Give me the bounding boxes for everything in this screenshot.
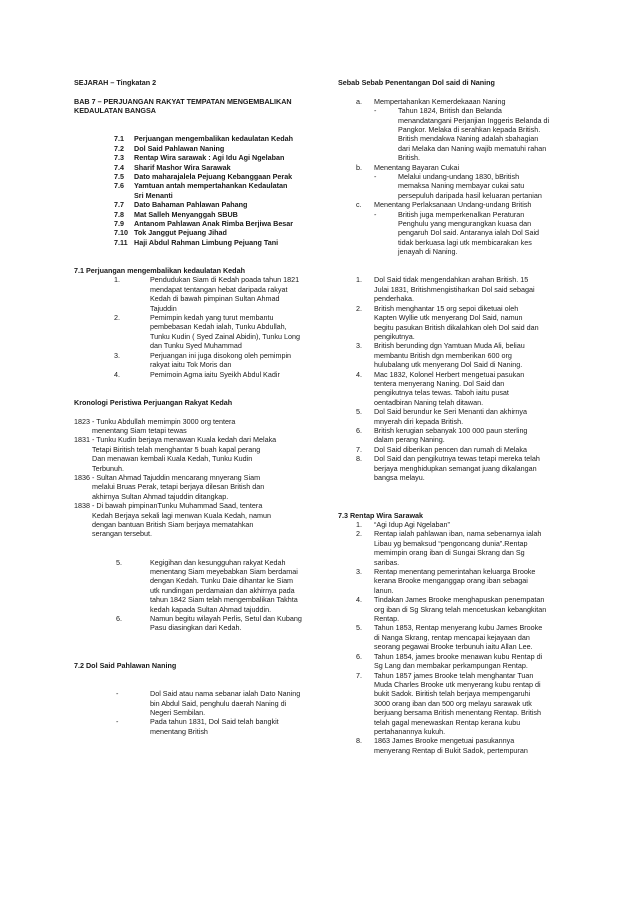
spacer	[338, 482, 570, 491]
chronology-lead: 1838 - Di bawah pimpinanTunku Muhammad Saad, tentera	[74, 501, 263, 511]
dolsaid-item	[338, 304, 570, 342]
dolsaid-item-line: bangsa melayu.	[374, 473, 425, 483]
dolsaid-item-line: begitu pasukan British dikalahkan oleh Dol said dan	[374, 322, 539, 332]
s72-item	[74, 689, 306, 717]
chronology-entry	[74, 473, 306, 501]
spacer	[74, 642, 306, 651]
toc-item	[74, 228, 306, 237]
reason-sub-line: Penghulu yang mengurangkan kuasa dan	[398, 219, 532, 229]
toc-item-number: 7.6	[114, 181, 124, 191]
rentap-item-number: 1.	[356, 520, 362, 529]
dolsaid-item-number: 7.	[356, 444, 362, 454]
rentap-item-number: 4.	[356, 595, 362, 605]
rentap-item	[338, 652, 570, 671]
dolsaid-item-line: mnyerah diri kepada British.	[374, 416, 464, 426]
dolsaid-item-line: membantu British dgn memberikan 600 org	[374, 350, 512, 360]
dolsaid-item-line: tentera menyerang Naning. Dol Said dan	[374, 378, 505, 388]
reason-sub-line: British mendakwa Naning adalah sbahagian	[398, 134, 539, 144]
toc-item-line: Rentap Wira sarawak : Agi Idu Agi Ngelaban	[134, 153, 285, 163]
reason-sub-text	[398, 210, 570, 257]
dolsaid-item-number: 8.	[356, 454, 362, 464]
rentap-item	[338, 595, 570, 623]
s72-item-text	[150, 689, 306, 717]
s72-item-text	[150, 717, 306, 736]
toc-item-text	[134, 200, 306, 209]
reason-sub-line: tidak berkuasa lagi utk membicarakan kes	[398, 237, 532, 247]
chronology-item	[74, 558, 306, 614]
toc-item	[74, 181, 306, 200]
reason-body	[374, 200, 570, 256]
toc-item-number: 7.11	[114, 237, 128, 247]
reason-sub-line: British juga memperkenalkan Peraturan	[398, 209, 525, 219]
s71-item-line: mendapat tentangan hebat daripada rakyat	[150, 284, 288, 294]
toc-item-number: 7.7	[114, 200, 124, 210]
reason-heading: Menentang Bayaran Cukai	[374, 162, 460, 172]
spacer	[338, 266, 570, 275]
toc-item-line: Perjuangan mengembalikan kedaulatan Kedah	[134, 134, 293, 144]
rentap-item	[338, 520, 570, 529]
dolsaid-item	[338, 407, 570, 426]
toc-item	[74, 134, 306, 143]
toc-item-number: 7.10	[114, 228, 128, 238]
dolsaid-item-text	[374, 341, 570, 369]
reason-sub-line: Melalui undang-undang 1830, bBritish	[398, 172, 520, 182]
dolsaid-item-line: dalam perang Naning.	[374, 435, 445, 445]
spacer	[74, 407, 306, 416]
toc-item-line: Mat Salleh Menyanggah SBUB	[134, 209, 238, 219]
rentap-item	[338, 671, 570, 737]
spacer	[74, 247, 306, 256]
chronology-title: Kronologi Peristiwa Perjuangan Rakyat Kedah	[74, 397, 233, 407]
rentap-item-line: telah gagal menewaskan Rentap kerana kubu	[374, 717, 521, 727]
dolsaid-item	[338, 445, 570, 454]
toc-item-text	[134, 181, 306, 200]
spacer	[74, 680, 306, 689]
toc-item-number: 7.8	[114, 209, 124, 219]
chronology-item	[74, 614, 306, 633]
rentap-item-line: di Nanga Skrang, rentap mencapai kejayaan dan	[374, 632, 530, 642]
rentap-item-line: Sg Lang dan membakar perkampungan Rentap.	[374, 661, 528, 671]
reason-dash: -	[374, 172, 377, 182]
dolsaid-item-text	[374, 370, 570, 408]
chronology-item-line: kedah kapada Sultan Ahmad tajuddin.	[150, 604, 272, 614]
spacer	[74, 257, 306, 266]
toc-item-text	[134, 134, 306, 143]
spacer	[74, 633, 306, 642]
reason-sub-line: British.	[398, 153, 420, 163]
spacer	[338, 501, 570, 510]
rentap-item-text	[374, 567, 570, 595]
toc-item-text	[134, 238, 306, 247]
toc-item	[74, 210, 306, 219]
toc-item-text	[134, 172, 306, 181]
toc-item-text	[134, 153, 306, 162]
dolsaid-item-number: 4.	[356, 369, 362, 379]
dolsaid-item-line: British kerugian sebanyak 100 000 paun sterling	[374, 425, 528, 435]
dolsaid-item-line: pengikutnya telas tewas. Taboh iaitu pusat	[374, 388, 509, 398]
chronology-line: serangan tersebut.	[92, 529, 152, 539]
reason-sub-line: jenayah di Naning.	[398, 247, 458, 257]
s72-item-line: bin Abdul Said, penghulu daerah Naning di	[150, 698, 287, 708]
dolsaid-item-line: British menghantar 15 org sepoi diketuai oleh	[374, 303, 519, 313]
toc-item	[74, 144, 306, 153]
dolsaid-item-line: Julai 1831, Britishmengistiharkan Dol said sebagai	[374, 284, 535, 294]
s71-item-line: Pendudukan Siam di Kedah poada tahun 1821	[150, 275, 300, 285]
chronology-item-line: menentang Siam meyebabkan Siam berdamai	[150, 566, 298, 576]
reason-sub-text	[398, 106, 570, 162]
rentap-item-line: menyerang Rentap di Bukit Sadok, pertempuran	[374, 745, 528, 755]
dolsaid-item-text	[374, 454, 570, 482]
dolsaid-item-line: Dol Said dan pengikutnya tewas tetapi mereka telah	[374, 454, 540, 464]
dolsaid-item-line: Dol Said tidak mengendahkan arahan British. 15	[374, 275, 529, 285]
reason-sub	[374, 106, 570, 162]
rentap-item	[338, 567, 570, 595]
s71-item-number: 3.	[114, 350, 120, 360]
rentap-item-line: seorang pegawai Brooke terbunuh iaitu Allan Lee.	[374, 642, 533, 652]
spacer	[338, 257, 570, 266]
s71-item-number: 2.	[114, 313, 120, 323]
reason-item	[338, 97, 570, 163]
rentap-item	[338, 529, 570, 567]
rentap-item-line: Rentap.	[374, 614, 400, 624]
rentap-item-line: Rentap ialah pahlawan iban, nama sebenarnya ialah	[374, 529, 542, 539]
section-title: 7.3 Rentap Wira Sarawak	[338, 510, 424, 520]
toc-item-number: 7.2	[114, 143, 124, 153]
section-title: 7.2 Dol Said Pahlawan Naning	[74, 660, 177, 670]
toc-item-number: 7.5	[114, 172, 124, 182]
chronology-line: Tetapi Biritish telah menghantar 5 buah kapal perang	[92, 444, 261, 454]
reason-sub	[374, 210, 570, 257]
toc-item-line: Dato Bahaman Pahlawan Pahang	[134, 200, 248, 210]
toc-item	[74, 219, 306, 228]
s71-item	[74, 370, 306, 379]
rentap-item-line: Tahun 1854, james brooke menawan kubu Rentap di	[374, 651, 543, 661]
reason-body	[374, 97, 570, 163]
reason-sub-line: persepuluh daripada hasil keluaran pertanian	[398, 190, 542, 200]
rentap-item-line: 3000 orang iban dan 500 org melayu sarawak utk	[374, 698, 532, 708]
s71-item-line: Tunku Kudin ( Syed Zainal Abidin), Tunku Long	[150, 331, 300, 341]
dolsaid-item-text	[374, 275, 570, 303]
s71-item-line: Tajuddin	[150, 303, 177, 313]
reason-letter: a.	[356, 96, 362, 106]
rentap-item-line: berjuang bersama British menentang Rentap. British	[374, 708, 542, 718]
rentap-item-line: saribas.	[374, 557, 400, 567]
chapter-title: BAB 7 – PERJUANGAN RAKYAT TEMPATAN MENGEMBALIKAN	[74, 96, 292, 106]
rentap-item-text	[374, 671, 570, 737]
chronology-item-line: utk rundingan perdamaian dan akhirnya pada	[150, 585, 295, 595]
dolsaid-item-number: 5.	[356, 407, 362, 417]
rentap-item-text	[374, 520, 570, 529]
rentap-item-text	[374, 736, 570, 755]
toc-item	[74, 153, 306, 162]
toc-item-number: 7.3	[114, 153, 124, 163]
dolsaid-item-text	[374, 426, 570, 445]
reason-sub-line: memaksa Naning membayar cukai satu	[398, 181, 525, 191]
s71-item-line: Perjuangan ini juga disokong oleh pemimpin	[150, 350, 292, 360]
s71-item-line: pembebasan Kedah ialah, Tunku Abdullah,	[150, 322, 287, 332]
s72-item-line: Dol Said atau nama sebanar ialah Dato Naning	[150, 689, 301, 699]
toc-item-line: Tok Janggut Pejuang Jihad	[134, 228, 227, 238]
rentap-item-number: 8.	[356, 736, 362, 746]
reason-sub-line: Pangkor. Melaka di serahkan kepada British.	[398, 125, 541, 135]
dolsaid-item-line: penderhaka.	[374, 294, 414, 304]
chronology-item-number: 5.	[116, 557, 122, 567]
chronology-entry	[74, 501, 306, 539]
spacer	[74, 379, 306, 388]
chronology-line: Dan menawan kembali Kuala Kedah, Tunku Kudin	[92, 454, 253, 464]
toc-item-line: Haji Abdul Rahman Limbung Pejuang Tani	[134, 237, 279, 247]
chronology-lead: 1823 - Tunku Abdullah memimpin 3000 org tentera	[74, 416, 236, 426]
spacer	[338, 87, 570, 96]
rentap-item-line: Tindakan James Brooke menghapuskan penempatan	[374, 595, 545, 605]
reason-sub-line: dari Melaka dan Naning wajib mematuhi rahan	[398, 143, 547, 153]
dolsaid-item-number: 1.	[356, 275, 362, 285]
reason-letter: b.	[356, 162, 362, 172]
chronology-entry	[74, 435, 306, 473]
section-title: 7.1 Perjuangan mengembalikan kedaulatan Kedah	[74, 266, 245, 276]
rentap-item-text	[374, 595, 570, 623]
rentap-item-text	[374, 529, 570, 567]
toc-item-line: Yamtuan antah mempertahankan Kedaulatan	[134, 181, 288, 191]
chronology-item-line: dengan Kedah. Tunku Daie dihantar ke Siam	[150, 576, 294, 586]
s71-item-line: Pemimpin kedah yang turut membantu	[150, 313, 274, 323]
dolsaid-item-number: 6.	[356, 425, 362, 435]
rentap-item-line: memimpin orang iban di Sungai Skrang dan Sg	[374, 548, 525, 558]
spacer	[74, 388, 306, 397]
s72-item-number: -	[116, 689, 119, 699]
rentap-item-number: 2.	[356, 529, 362, 539]
chapter-title: KEDAULATAN BANGSA	[74, 106, 156, 116]
dolsaid-item-line: pengikutnya.	[374, 331, 415, 341]
rentap-item-line: bukit Sadok. Biritish telah berjaya mempengaruhi	[374, 689, 531, 699]
s71-item-text	[150, 351, 306, 370]
chronology-line: akhirnya Sultan Ahmad tajuddin ditangkap.	[92, 491, 229, 501]
toc-item-line: Sharif Mashor Wira Sarawak	[134, 162, 231, 172]
chronology-item-line: Namun begitu wilayah Perlis, Setul dan Kubang	[150, 614, 302, 623]
rentap-item-number: 5.	[356, 623, 362, 633]
rentap-item-text	[374, 652, 570, 671]
rentap-item-line: lanun.	[374, 585, 394, 595]
left-column	[74, 78, 306, 736]
toc-item-number: 7.4	[114, 162, 124, 172]
rentap-item-line: Tahun 1853, Rentap menyerang kubu James Brooke	[374, 623, 543, 633]
toc-item-text	[134, 219, 306, 228]
rentap-item-number: 7.	[356, 670, 362, 680]
dolsaid-item-line: Mac 1832, Kolonel Herbert mengetuai pasukan	[374, 369, 525, 379]
reason-item	[338, 163, 570, 201]
rentap-item-line: pertahanannya kukuh.	[374, 726, 446, 736]
reason-letter: c.	[356, 200, 362, 210]
chronology-line: Terbunuh.	[92, 463, 124, 473]
s72-item	[74, 717, 306, 736]
toc-item-number: 7.1	[114, 134, 124, 144]
reason-heading: Mempertahankan Kemerdekaaan Naning	[374, 96, 506, 106]
spacer	[74, 539, 306, 548]
rentap-item-line: Libau yg bemaksud “pengoncang dunia”.Rentap	[374, 538, 528, 548]
toc-item-text	[134, 228, 306, 237]
reason-sub	[374, 172, 570, 200]
reason-body	[374, 163, 570, 201]
s71-item-line: Kedah di bawah pimpinan Sultan Ahmad	[150, 294, 280, 304]
chronology-item-line: tahun 1842 Siam telah mengembalikan Takhta	[150, 595, 298, 605]
reasons-title: Sebab Sebab Penentangan Dol said di Naning	[338, 78, 495, 87]
reason-sub-line: menandatangani Perjanjian Inggeris Belanda di	[398, 115, 550, 125]
rentap-item-line: kerana Brooke menganggap orang iban sebagai	[374, 576, 528, 586]
dolsaid-item	[338, 454, 570, 482]
chronology-entry	[74, 417, 306, 436]
s71-item	[74, 313, 306, 351]
s71-item	[74, 351, 306, 370]
right-column	[338, 78, 570, 755]
s71-item-number: 1.	[114, 275, 120, 285]
toc-item-number: 7.9	[114, 219, 124, 229]
toc-item-line: Dato maharajalela Pejuang Kebanggaan Perak	[134, 172, 293, 182]
spacer	[74, 670, 306, 679]
toc-item-text	[134, 144, 306, 153]
toc-item	[74, 200, 306, 209]
s71-item-text	[150, 313, 306, 351]
dolsaid-item-line: British berunding dgn Yamtuan Muda Ali, beliau	[374, 341, 525, 351]
chronology-item-text	[150, 558, 306, 614]
rentap-item-line: org iban di Sg Skrang telah mencetuskan kebangkitan	[374, 604, 547, 614]
chronology-line: Kedah Berjaya sekali lagi menwan Kuala Kedah, namun	[92, 510, 272, 520]
s71-item-line: rakyat iaitu Tok Moris dan	[150, 360, 232, 370]
dolsaid-item-text	[374, 407, 570, 426]
rentap-item	[338, 623, 570, 651]
dolsaid-item	[338, 275, 570, 303]
s71-item-text	[150, 275, 306, 313]
rentap-item-line: Tahun 1857 james Brooke telah menghantar Tuan	[374, 670, 534, 680]
dolsaid-item	[338, 341, 570, 369]
rentap-item-line: Muda Charles Brooke utk menyerang kubu rentap di	[374, 679, 541, 689]
chronology-item-line: Kegigihan dan kesungguhan rakyat Kedah	[150, 557, 286, 567]
s71-item-line: Pemimoin Agma iaitu Syeikh Abdul Kadir	[150, 369, 280, 379]
dolsaid-item-line: berjaya menghidupkan semangat juang dikalangan	[374, 463, 537, 473]
chronology-lead: 1836 - Sultan Ahmad Tajuddin mencarang mnyerang Siam	[74, 472, 261, 482]
spacer	[74, 125, 306, 134]
s72-item-line: Pada tahun 1831, Dol Said telah bangkit	[150, 717, 279, 727]
dolsaid-item	[338, 370, 570, 408]
dolsaid-item-text	[374, 445, 570, 454]
reason-sub-line: pengaruh Dol said. Antaranya ialah Dol Said	[398, 228, 540, 238]
reason-dash: -	[374, 106, 377, 116]
spacer	[338, 492, 570, 501]
spacer	[74, 87, 306, 96]
rentap-item	[338, 736, 570, 755]
toc-item-line: Dol Said Pahlawan Naning	[134, 143, 225, 153]
toc-item	[74, 238, 306, 247]
s72-item-line: menentang British	[150, 726, 208, 736]
s71-item-text	[150, 370, 306, 379]
s72-item-number: -	[116, 717, 119, 727]
chronology-lead: 1831 - Tunku Kudin berjaya menawan Kuala kedah dari Melaka	[74, 435, 277, 445]
rentap-item-line: Rentap menentang pemerintahan keluarga Brooke	[374, 567, 536, 577]
reason-dash: -	[374, 209, 377, 219]
toc-item-text	[134, 210, 306, 219]
chronology-line: dengan bantuan British Siam berjaya mematahkan	[92, 519, 254, 529]
dolsaid-item-line: oentadbiran Naning telah ditawan.	[374, 397, 484, 407]
s71-item-number: 4.	[114, 369, 120, 379]
reason-sub-line: Tahun 1824, British dan Belanda	[398, 106, 502, 116]
toc-item-text	[134, 163, 306, 172]
toc-item	[74, 172, 306, 181]
chronology-item-text	[150, 614, 306, 633]
chronology-line: melalui Bruas Perak, tetapi berjaya dilesan British dan	[92, 482, 265, 492]
s71-item-line: dan Tunku Syed Muhammad	[150, 341, 242, 351]
dolsaid-item-line: Kapten Wyllie utk menyerang Dol Said, namun	[374, 313, 523, 323]
spacer	[74, 652, 306, 661]
rentap-item-number: 3.	[356, 567, 362, 577]
toc-item	[74, 163, 306, 172]
toc-item-line: Sri Menanti	[134, 190, 173, 200]
rentap-item-line: 1863 James Brooke mengetuai pasukannya	[374, 736, 515, 746]
rentap-item-line: “Agi Idup Agi Ngelaban”	[374, 520, 450, 529]
s71-item	[74, 275, 306, 313]
reason-sub-text	[398, 172, 570, 200]
chronology-line: menentang Siam tetapi tewas	[92, 425, 187, 435]
spacer	[74, 548, 306, 557]
toc-item-line: Antanom Pahlawan Anak Rimba Berjiwa Besar	[134, 219, 294, 229]
chronology-item-number: 6.	[116, 614, 122, 623]
rentap-item-number: 6.	[356, 651, 362, 661]
dolsaid-item-number: 3.	[356, 341, 362, 351]
dolsaid-item-line: Dol Said berundur ke Seri Menanti dan akhirnya	[374, 407, 528, 417]
dolsaid-item-line: Dol Said diberikan pencen dan rumah di Melaka	[374, 444, 528, 454]
dolsaid-item-number: 2.	[356, 303, 362, 313]
reason-item	[338, 200, 570, 256]
page-header: SEJARAH – Tingkatan 2	[74, 78, 157, 87]
dolsaid-item-text	[374, 304, 570, 342]
spacer	[74, 116, 306, 125]
rentap-item-text	[374, 623, 570, 651]
dolsaid-item	[338, 426, 570, 445]
chronology-item-line: Pasu diasingkan dari Kedah.	[150, 623, 242, 633]
s72-item-line: Negeri Sembilan.	[150, 707, 206, 717]
dolsaid-item-line: hulubalang utk menyerang Dol Said di Naning.	[374, 360, 523, 370]
reason-heading: Menentang Perlaksanaan Undang-undang British	[374, 200, 532, 210]
